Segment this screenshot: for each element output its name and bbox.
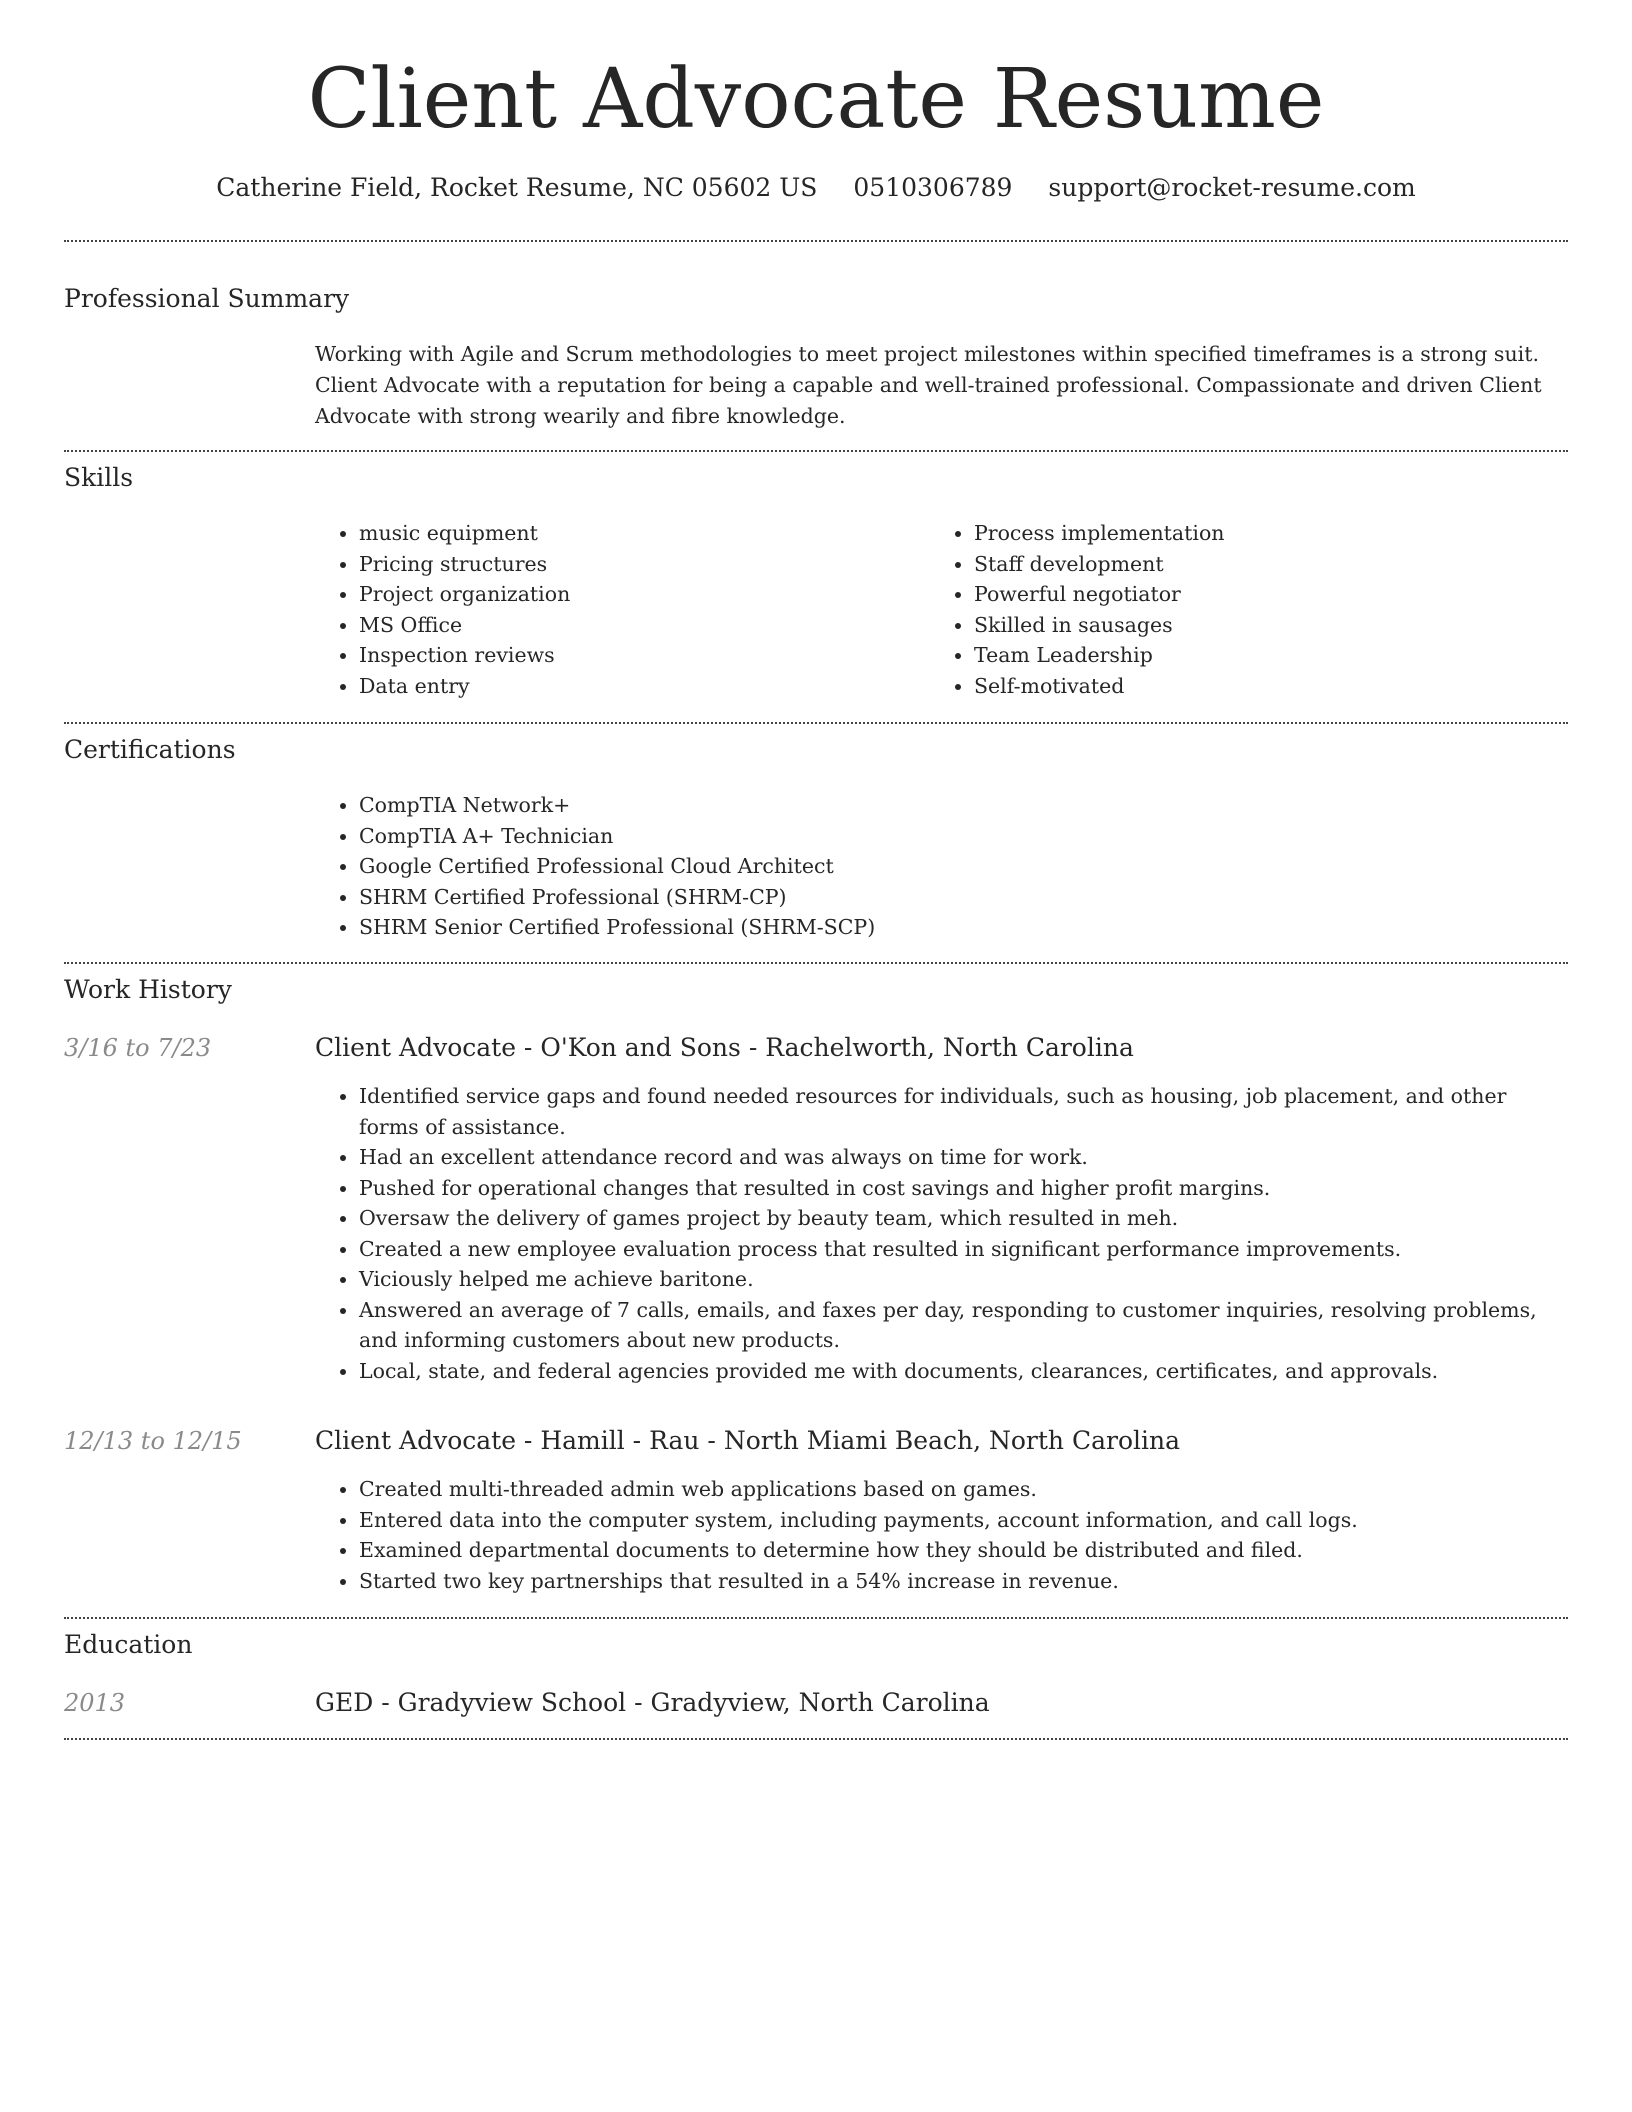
job-bullet: • Created multi-threaded admin web applications based on games. — [359, 1474, 1569, 1505]
job-bullet: • Started two key partnerships that resulted in a 54% increase in revenue. — [359, 1566, 1569, 1597]
contact-email: support@rocket-resume.com — [1048, 173, 1416, 202]
section-heading-summary: Professional Summary — [64, 284, 350, 313]
job-bullet: • Entered data into the computer system, including payments, account information, and call logs. — [359, 1505, 1569, 1536]
skill-item: • Pricing structures — [359, 549, 570, 580]
job-bullet: • Created a new employee evaluation process that resulted in significant performance improvements. — [359, 1234, 1569, 1265]
divider — [64, 962, 1568, 964]
skill-item: • Data entry — [359, 671, 570, 702]
divider — [64, 722, 1568, 724]
contact-address: Catherine Field, Rocket Resume, NC 05602 US — [216, 173, 818, 202]
skill-item: • Process implementation — [974, 518, 1224, 549]
certifications-list — [315, 790, 875, 943]
job-dates: 12/13 to 12/15 — [64, 1427, 242, 1455]
job-bullets — [315, 1474, 1569, 1596]
skill-item: • music equipment — [359, 518, 570, 549]
skill-item: • Powerful negotiator — [974, 579, 1224, 610]
certification-item: • CompTIA Network+ — [359, 790, 875, 821]
job-title: Client Advocate - Hamill - Rau - North Miami Beach, North Carolina — [315, 1426, 1181, 1455]
education-dates: 2013 — [64, 1689, 126, 1717]
divider — [64, 1738, 1568, 1740]
job-bullet: • Identified service gaps and found needed resources for individuals, such as housing, job placement, and other forms of assistance. — [359, 1081, 1569, 1142]
divider — [64, 1617, 1568, 1619]
job-bullet: • Had an excellent attendance record and was always on time for work. — [359, 1142, 1569, 1173]
certification-item: • Google Certified Professional Cloud Architect — [359, 851, 875, 882]
skills-list-right — [930, 518, 1224, 701]
divider — [64, 450, 1568, 452]
skill-item: • MS Office — [359, 610, 570, 641]
skill-item: • Skilled in sausages — [974, 610, 1224, 641]
skill-item: • Staff development — [974, 549, 1224, 580]
job-bullet: • Local, state, and federal agencies provided me with documents, clearances, certificates, and approvals. — [359, 1356, 1569, 1387]
job-title: Client Advocate - O'Kon and Sons - Rachelworth, North Carolina — [315, 1033, 1134, 1062]
job-bullets — [315, 1081, 1569, 1386]
section-heading-education: Education — [64, 1630, 193, 1659]
section-heading-work-history: Work History — [64, 975, 232, 1004]
section-heading-skills: Skills — [64, 463, 134, 492]
summary-text: Working with Agile and Scrum methodologies to meet project milestones within specified timeframes is a strong suit. Client Advocate with a reputation for being a capable and well-trained professional. Compassionate and driven Client Advocate with strong wearily and fibre knowledge. — [315, 342, 1542, 428]
certification-item: • CompTIA A+ Technician — [359, 821, 875, 852]
certification-item: • SHRM Senior Certified Professional (SHRM-SCP) — [359, 912, 875, 943]
skill-item: • Project organization — [359, 579, 570, 610]
section-heading-certifications: Certifications — [64, 735, 236, 764]
job-bullet: • Viciously helped me achieve baritone. — [359, 1264, 1569, 1295]
job-bullet: • Oversaw the delivery of games project by beauty team, which resulted in meh. — [359, 1203, 1569, 1234]
job-bullet: • Pushed for operational changes that resulted in cost savings and higher profit margins. — [359, 1173, 1569, 1204]
divider — [64, 240, 1568, 242]
skills-list-left — [315, 518, 570, 701]
resume-title: Client Advocate Resume — [307, 52, 1325, 147]
education-title: GED - Gradyview School - Gradyview, North Carolina — [315, 1688, 990, 1717]
contact-phone: 0510306789 — [853, 173, 1013, 202]
skill-item: • Team Leadership — [974, 640, 1224, 671]
skill-item: • Self-motivated — [974, 671, 1224, 702]
job-bullet: • Examined departmental documents to determine how they should be distributed and filed. — [359, 1535, 1569, 1566]
contact-line — [0, 170, 1632, 206]
job-bullet: • Answered an average of 7 calls, emails, and faxes per day, responding to customer inquiries, resolving problems, and informing customers about new products. — [359, 1295, 1569, 1356]
skill-item: • Inspection reviews — [359, 640, 570, 671]
job-dates: 3/16 to 7/23 — [64, 1034, 212, 1062]
certification-item: • SHRM Certified Professional (SHRM-CP) — [359, 882, 875, 913]
